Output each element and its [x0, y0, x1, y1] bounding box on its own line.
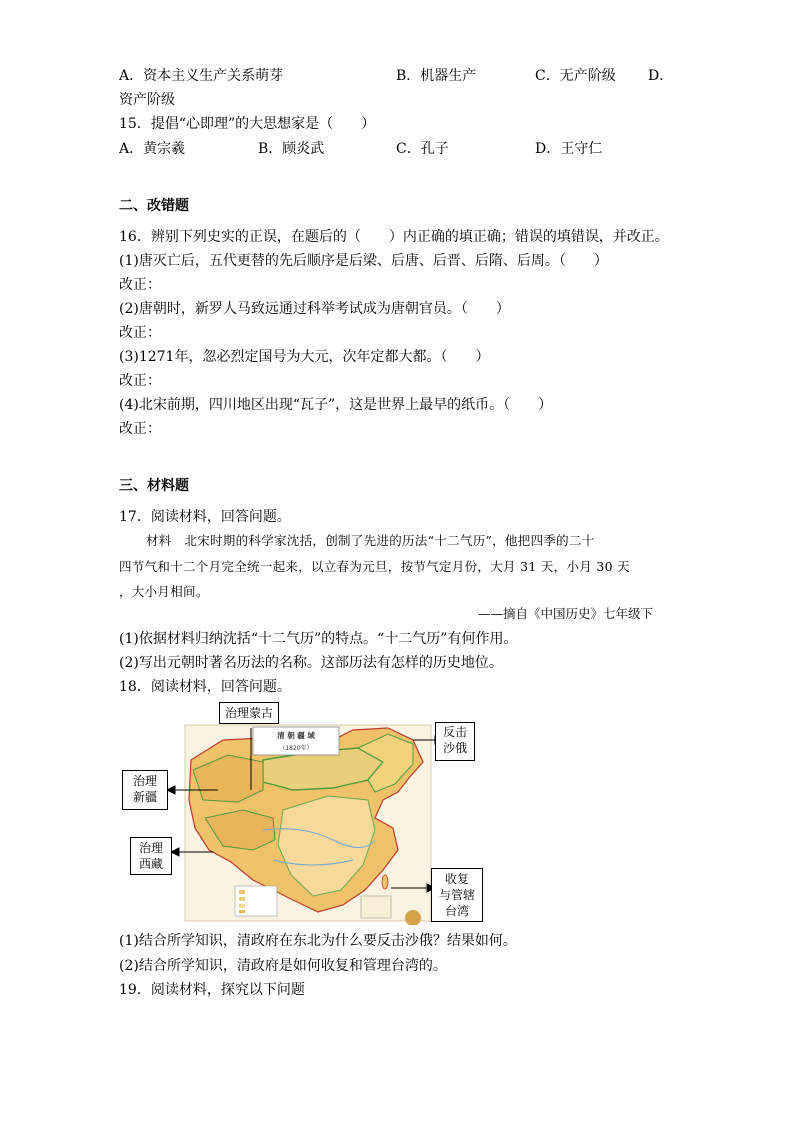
q19-stem: 19．阅读材料，探究以下问题: [119, 982, 305, 998]
q14-option-c: C．无产阶级: [535, 68, 616, 84]
callout-govern-xinjiang: 治理 新疆: [122, 770, 168, 810]
callout-resist-russia: 反击 沙俄: [435, 722, 475, 761]
q15-option-d: D．王守仁: [535, 141, 603, 157]
legend-swatch-3: [239, 904, 245, 908]
q16-correction-4: 改正：: [119, 421, 161, 437]
map-year: （1820年）: [279, 745, 313, 752]
legend-swatch-4: [239, 910, 245, 913]
q16-item-4: (4)北宋前期，四川地区出现“瓦子”，这是世界上最早的纸币。（ ）: [119, 397, 553, 413]
q17-source: ——摘自《中国历史》七年级下: [478, 606, 654, 621]
q15-option-b: B．顾炎武: [258, 141, 325, 157]
qing-territory-map-figure: [113, 700, 485, 925]
legend-swatch-2: [239, 897, 245, 901]
callout-govern-mongolia: 治理蒙古: [219, 702, 279, 724]
q16-correction-2: 改正：: [119, 325, 161, 341]
q14-option-d: D．: [648, 68, 674, 84]
q18-sub-2: (2)结合所学知识，清政府是如何收复和管理台湾的。: [119, 958, 447, 974]
q16-correction-1: 改正：: [119, 277, 161, 293]
arrow-xinjiang-head: [167, 786, 175, 794]
q16-item-1: (1)唐灭亡后，五代更替的先后顺序是后梁、后唐、后晋、后隋、后周。（ ）: [119, 253, 608, 269]
map-title: 清 朝 疆 域: [277, 731, 315, 740]
q17-material-line-3: ，大小月相间。: [119, 584, 209, 599]
taiwan-island: [382, 875, 388, 889]
q16-item-3: (3)1271年，忽必烈定国号为大元，次年定都大都。（ ）: [119, 349, 490, 365]
callout-govern-tibet: 治理 西藏: [130, 837, 172, 875]
q16-correction-3: 改正：: [119, 373, 161, 389]
q17-material-line-1: 材料 北宋时期的科学家沈括，创制了先进的历法“十二气历”，他把四季的二十: [146, 533, 595, 548]
q15-stem: 15．提倡“心即理”的大思想家是（ ）: [119, 116, 376, 132]
q17-stem: 17．阅读材料，回答问题。: [119, 509, 291, 525]
qing-territory-map: [113, 700, 485, 925]
arrow-tibet-head: [171, 848, 179, 856]
section-title-material: 三、材料题: [119, 478, 189, 494]
q16-stem: 16．辨别下列史实的正误，在题后的（ ）内正确的填正确；错误的填错误，并改正。: [119, 229, 669, 245]
q17-sub-2: (2)写出元朝时著名历法的名称。这部历法有怎样的历史地位。: [119, 655, 503, 671]
q18-stem: 18．阅读材料，回答问题。: [119, 679, 291, 695]
section-title-correction: 二、改错题: [119, 198, 189, 214]
q14-option-a: A．资本主义生产关系萌芽: [119, 68, 284, 84]
q18-sub-1: (1)结合所学知识，清政府在东北为什么要反击沙俄？结果如何。: [119, 933, 517, 949]
callout-taiwan: 收复 与管辖 台湾: [431, 868, 483, 922]
q17-sub-1: (1)依据材料归纳沈括“十二气历”的特点。“十二气历”有何作用。: [119, 631, 518, 647]
q17-material-line-2: 四节气和十二个月完全统一起来，以立春为元旦，按节气定月份，大月 31 天，小月 30 天: [119, 559, 630, 574]
q15-option-a: A．黄宗羲: [119, 141, 186, 157]
legend-swatch-1: [239, 890, 245, 894]
q16-item-2: (2)唐朝时，新罗人马致远通过科举考试成为唐朝官员。（ ）: [119, 301, 510, 317]
q15-option-c: C．孔子: [396, 141, 449, 157]
q14-option-d-text: 资产阶级: [119, 92, 175, 108]
q14-option-b: B．机器生产: [396, 68, 477, 84]
map-inset: [361, 896, 391, 918]
